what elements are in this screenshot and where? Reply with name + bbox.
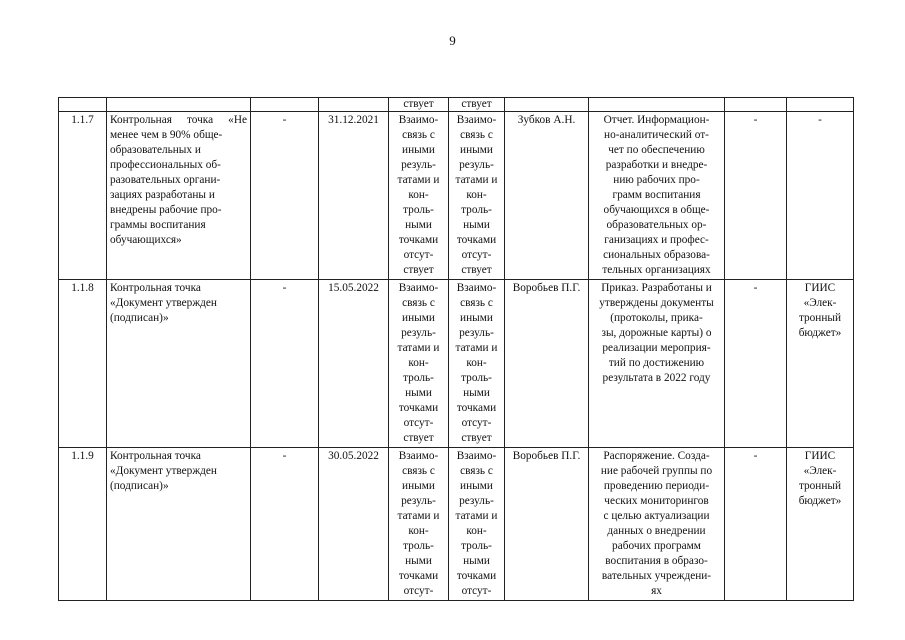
table-cell [787, 98, 854, 112]
information-system: ГИИС «Элек- тронный бюджет» [787, 448, 854, 601]
table-cell [59, 98, 107, 112]
table-cell: ствует [389, 98, 449, 112]
linkage-cell: Взаимо- связь с иными резуль- татами и кон- троль- ными точками отсут- [449, 448, 505, 601]
responsible-person: Воробьев П.Г. [505, 448, 589, 601]
table-row [59, 280, 854, 448]
responsible-person: Зубков А.Н. [505, 112, 589, 280]
previous-points: - [251, 280, 319, 448]
control-points-table [58, 97, 854, 601]
row-number: 1.1.8 [59, 280, 107, 448]
information-system: ГИИС «Элек- тронный бюджет» [787, 280, 854, 448]
table-row [59, 112, 854, 280]
linkage-cell: Взаимо- связь с иными резуль- татами и кон- троль- ными точками отсут- ствует [389, 112, 449, 280]
deadline-date: 15.05.2022 [319, 280, 389, 448]
control-point-name: Контрольная точка «Документ утвержден (подписан)» [107, 448, 251, 601]
table-cell [589, 98, 725, 112]
information-system: - [787, 112, 854, 280]
table-cell [319, 98, 389, 112]
result-document: Распоряжение. Созда- ние рабочей группы по проведению периоди- ческих мониторингов с целью актуализации данных о внедрении рабочих программ воспитания в образо- вательных учреждени- ях [589, 448, 725, 601]
linkage-cell: Взаимо- связь с иными резуль- татами и кон- троль- ными точками отсут- ствует [389, 280, 449, 448]
page-number: 9 [449, 33, 456, 48]
linkage-cell: Взаимо- связь с иными резуль- татами и кон- троль- ными точками отсут- [389, 448, 449, 601]
table-row [59, 448, 854, 601]
responsible-person: Воробьев П.Г. [505, 280, 589, 448]
control-level: - [725, 112, 787, 280]
row-number: 1.1.9 [59, 448, 107, 601]
linkage-cell: Взаимо- связь с иными резуль- татами и кон- троль- ными точками отсут- ствует [449, 112, 505, 280]
previous-points: - [251, 448, 319, 601]
previous-points: - [251, 112, 319, 280]
result-document: Отчет. Информацион- но-аналитический от- чет по обеспечению разработки и внедре- нию рабочих про- грамм воспитания обучающихся в обще- образовательных ор- ганизациях и профес- сиональных образова- тельных организациях [589, 112, 725, 280]
control-point-name: Контрольная точка «Не менее чем в 90% обще- образовательных и профессиональных об- разовательных органи- зациях разработаны и внедрены рабочие про- граммы воспитания обучающихся» [107, 112, 251, 280]
table-cell [107, 98, 251, 112]
deadline-date: 31.12.2021 [319, 112, 389, 280]
table-cell [251, 98, 319, 112]
control-point-name: Контрольная точка «Документ утвержден (подписан)» [107, 280, 251, 448]
control-level: - [725, 280, 787, 448]
continuation-row [59, 98, 854, 112]
table-cell: ствует [449, 98, 505, 112]
result-document: Приказ. Разработаны и утверждены документы (протоколы, прика- зы, дорожные карты) о реализации мероприя- тий по достижению результата в 2022 году [589, 280, 725, 448]
row-number: 1.1.7 [59, 112, 107, 280]
table-cell [505, 98, 589, 112]
table-cell [725, 98, 787, 112]
deadline-date: 30.05.2022 [319, 448, 389, 601]
control-level: - [725, 448, 787, 601]
linkage-cell: Взаимо- связь с иными резуль- татами и кон- троль- ными точками отсут- ствует [449, 280, 505, 448]
